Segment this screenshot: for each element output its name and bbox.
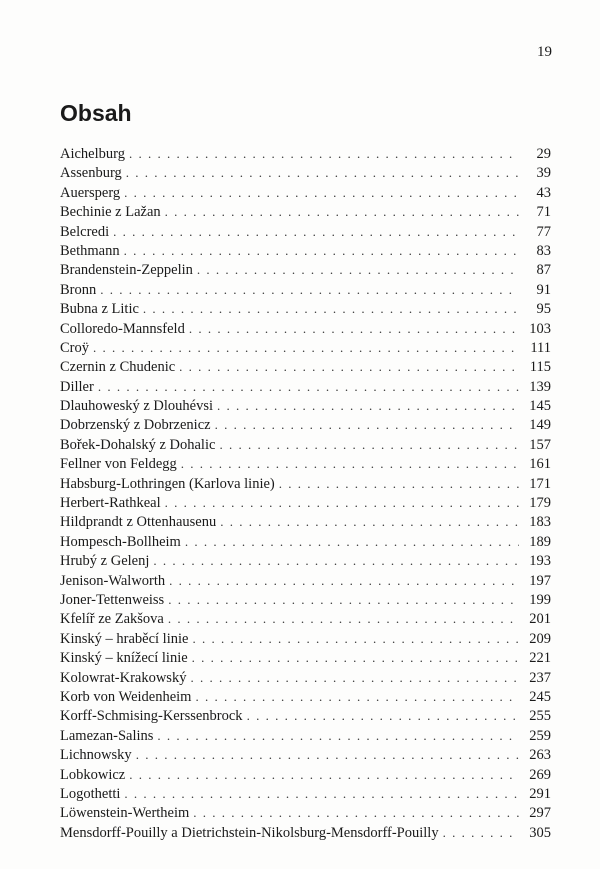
toc-entry [60,183,551,202]
toc-entry [60,726,551,745]
toc-leader-dots [143,299,519,318]
page-number: 19 [537,44,552,60]
toc-entry-name: Czernin z Chudenic [60,359,176,376]
toc-leader-dots [279,474,519,493]
toc-entry-page: 103 [529,320,551,337]
toc-leader-dots [129,765,519,784]
toc-entry-page: 115 [529,359,551,376]
toc-entry-page: 83 [536,242,551,259]
toc-entry-name: Lichnowsky [60,747,132,764]
toc-entry-name: Hrubý z Gelenj [60,553,150,570]
toc-leader-dots [443,823,519,842]
toc-entry [60,687,551,706]
toc-entry-page: 193 [529,553,551,570]
toc-entry-name: Brandenstein-Zeppelin [60,262,193,279]
toc-entry-page: 255 [529,708,551,725]
toc-leader-dots [193,803,519,822]
toc-entry-name: Herbert-Rathkeal [60,495,161,512]
toc-entry [60,357,551,376]
toc-entry [60,415,551,434]
toc-entry-page: 149 [529,417,551,434]
toc-entry [60,571,551,590]
toc-entry [60,144,551,163]
toc-entry-page: 95 [536,301,551,318]
toc-entry-page: 43 [536,184,551,201]
toc-entry-name: Lobkowicz [60,766,126,783]
toc-leader-dots [136,745,519,764]
toc-entry-page: 237 [529,669,551,686]
toc-entry-page: 305 [529,824,551,841]
toc-leader-dots [169,571,519,590]
toc-entry-name: Bechinie z Lažan [60,204,161,221]
toc-leader-dots [192,629,519,648]
toc-entry-page: 145 [529,398,551,415]
toc-leader-dots [168,590,519,609]
toc-entry-name: Bořek-Dohalský z Dohalic [60,436,216,453]
toc-leader-dots [219,435,519,454]
toc-entry-page: 161 [529,456,551,473]
toc-entry-page: 269 [529,766,551,783]
toc-entry-page: 77 [536,223,551,240]
toc-entry-name: Dlauhoweský z Dlouhévsi [60,398,214,415]
toc-leader-dots [197,260,519,279]
toc-leader-dots [220,512,519,531]
toc-entry-page: 71 [536,204,551,221]
toc-entry-name: Jenison-Walworth [60,572,166,589]
toc-entry-page: 189 [529,533,551,550]
toc-entry [60,493,551,512]
toc-entry-name: Bethmann [60,242,120,259]
toc-entry-page: 297 [529,805,551,822]
toc-entry [60,532,551,551]
toc-leader-dots [100,280,519,299]
toc-entry-page: 139 [529,378,551,395]
toc-entry-page: 263 [529,747,551,764]
toc-entry [60,377,551,396]
toc-entry [60,241,551,260]
toc-entry [60,202,551,221]
toc-leader-dots [124,784,519,803]
toc-entry-page: 87 [536,262,551,279]
toc-entry-page: 259 [529,727,551,744]
toc-entry [60,745,551,764]
toc-entry-name: Kolowrat-Krakowský [60,669,187,686]
toc-leader-dots [93,338,519,357]
toc-entry [60,706,551,725]
toc-entry [60,668,551,687]
toc-entry-name: Hildprandt z Ottenhausenu [60,514,217,531]
toc-leader-dots [153,551,519,570]
toc-entry [60,260,551,279]
toc-entry-page: 111 [530,339,551,356]
toc-entry-name: Logothetti [60,785,121,802]
toc-leader-dots [113,222,519,241]
toc-entry [60,319,551,338]
toc-entry [60,338,551,357]
toc-entry-page: 183 [529,514,551,531]
toc-leader-dots [217,396,519,415]
toc-entry-page: 157 [529,436,551,453]
toc-entry-name: Fellner von Feldegg [60,456,177,473]
toc-entry-name: Auersperg [60,184,121,201]
toc-leader-dots [190,668,519,687]
toc-entry-name: Kfelíř ze Zakšova [60,611,164,628]
toc-entry-name: Joner-Tettenweiss [60,591,165,608]
toc-entry [60,765,551,784]
toc-leader-dots [126,163,519,182]
toc-entry [60,474,551,493]
toc-leader-dots [157,726,519,745]
toc-entry-name: Korb von Weidenheim [60,688,192,705]
toc-leader-dots [168,609,519,628]
toc-entry-page: 199 [529,591,551,608]
toc-leader-dots [189,319,519,338]
toc-entry-name: Aichelburg [60,146,125,162]
toc-entry [60,435,551,454]
toc-entry-page: 171 [529,475,551,492]
toc-entry-page: 91 [536,281,551,298]
toc-entry-name: Hompesch-Bollheim [60,533,181,550]
toc-entry [60,299,551,318]
toc-entry-name: Croÿ [60,339,89,356]
toc-entry-name: Belcredi [60,223,110,240]
toc-leader-dots [247,706,519,725]
toc-entry-name: Löwenstein-Wertheim [60,805,190,822]
toc-entry-page: 29 [536,146,551,162]
toc-entry-name: Mensdorff-Pouilly a Dietrichstein-Nikolsburg-Mensdorff-Pouilly [60,824,439,841]
toc-leader-dots [124,241,519,260]
toc-entry-page: 197 [529,572,551,589]
toc-entry-name: Kinský – hraběcí linie [60,630,189,647]
toc-leader-dots [124,183,519,202]
toc-entry [60,454,551,473]
toc-entry-page: 39 [536,165,551,182]
toc-entry-name: Korff-Schmising-Kerssenbrock [60,708,243,725]
toc-entry [60,280,551,299]
toc-entry [60,823,551,842]
toc-entry-name: Diller [60,378,94,395]
toc-entry-page: 221 [529,650,551,667]
table-of-contents [60,144,551,842]
toc-entry-name: Assenburg [60,165,122,182]
toc-entry [60,396,551,415]
toc-entry-name: Habsburg-Lothringen (Karlova linie) [60,475,275,492]
toc-leader-dots [179,357,519,376]
toc-entry [60,590,551,609]
toc-entry [60,629,551,648]
toc-entry-name: Bronn [60,281,97,298]
toc-leader-dots [165,493,519,512]
toc-entry [60,784,551,803]
toc-entry-name: Kinský – knížecí linie [60,650,188,667]
toc-entry-page: 291 [529,785,551,802]
toc-leader-dots [98,377,519,396]
toc-entry-page: 179 [529,495,551,512]
toc-entry-page: 209 [529,630,551,647]
toc-leader-dots [192,648,519,667]
toc-leader-dots [215,415,519,434]
toc-entry [60,803,551,822]
toc-entry-name: Colloredo-Mannsfeld [60,320,185,337]
toc-leader-dots [181,454,519,473]
toc-leader-dots [195,687,519,706]
toc-leader-dots [129,144,519,163]
toc-entry [60,222,551,241]
toc-entry [60,609,551,628]
toc-entry [60,551,551,570]
toc-entry [60,163,551,182]
toc-entry [60,512,551,531]
toc-entry-name: Dobrzenský z Dobrzenicz [60,417,211,434]
toc-leader-dots [185,532,519,551]
toc-entry-name: Lamezan-Salins [60,727,154,744]
toc-leader-dots [165,202,519,221]
toc-entry-page: 245 [529,688,551,705]
toc-entry-name: Bubna z Litic [60,301,139,318]
toc-entry-page: 201 [529,611,551,628]
toc-entry [60,648,551,667]
page-title: Obsah [60,100,132,126]
